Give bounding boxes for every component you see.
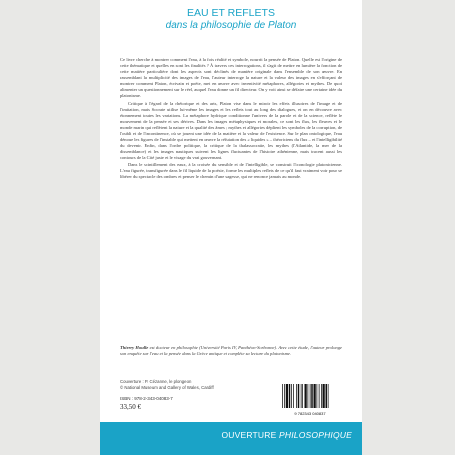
collection-name: [221, 430, 352, 440]
blurb-paragraph-1: Ce livre cherche à montrer comment l'eau, à la fois réalité et symbole, nourrit la pensée de Platon. Quelle est l'origine de cette thématique et quelles en sont les finalités ? À travers ces interrogations, il s'agit de mettre en lumière la fonction de cette matière particulière dont les aspects sont déclinés de manière originale dans l'ensemble de son œuvre. En rassemblant la multiplicité des images de l'eau, l'auteur interroge la nature et la valeur des images en s'efforçant de montrer comment Platon, écrivain et poète, met en œuvre avec inventivité métaphores, allégories et mythes. De quoi alimenter un questionnement sur le réel, auquel l'eau donne un fil directeur. On y voit ainsi se défaire une certaine idée du platonisme.: [120, 57, 342, 99]
isbn: ISBN : 978-2-343-04083-7: [120, 396, 173, 401]
blurb: [120, 57, 342, 182]
author-bio: [120, 345, 342, 357]
back-cover: [100, 0, 362, 455]
cover-credits: [120, 379, 270, 390]
blurb-paragraph-2: Critique à l'égard de la rhétorique et des arts, Platon vise dans le miroir les effets illusoires de l'image et de l'imitation, mais Socrate utilise lui-même les images et les reflets tout au long des dialogues, et on en découvre avec étonnement toutes les variations. La métaphore hydrique conditionne l'univers de la parole et de la science, reflète le mouvement de la pensée et ses dérives. Dans les images métaphysiques et morales, ce sont les flux, les fleuves et le monde marin qui reflètent la nature et la qualité des âmes ; mythes et allégories déplient les symboles de la corruption, de l'oubli et de l'incontinence, où se jouent une idée de la matière et la valeur de l'existence. Sur le plan ontologique, l'eau dénoue les figures de l'instable qui mettent en œuvre la réfutation des « liquides » – théoriciens du flux – et l'intelligibilité du devenir. Enfin, dans l'ordre politique, la critique de la thalassocratie, les mythes (l'Atlantide, la mer de la dissemblance) et les images nautiques suivent les lignes fluctuantes de l'histoire athénienne, mais tracent aussi les contours de la Cité juste et le visage du vrai gouvernant.: [120, 100, 342, 161]
price: 33,50 €: [120, 403, 141, 411]
barcode-bars: [278, 383, 342, 410]
author-name: Thierry Houlle: [120, 345, 149, 350]
barcode: [278, 383, 342, 415]
cover-credit-line-2: © National Museum and Gallery of Wales, Cardiff: [120, 384, 214, 390]
book-title: EAU ET REFLETS: [187, 7, 275, 19]
barcode-number: 9 782343 040837: [294, 411, 326, 416]
author-bio-text: est docteur en philosophie (Université Paris IV, Panthéon-Sorbonne). Avec cette étude, l'auteur prolonge son enquête sur l'eau et la pensée dans la Grèce antique et complète sa lecture du platonisme.: [120, 345, 342, 357]
collection-bar: [100, 422, 362, 455]
cover-credit-line-1: Couverture : P. Cézanne, le plongeon: [120, 379, 192, 384]
collection-name-part-2: PHILOSOPHIQUE: [279, 430, 352, 440]
collection-name-part-1: OUVERTURE: [221, 430, 280, 440]
blurb-paragraph-3: Dans le scintillement des eaux, à la croisée du sensible et de l'intelligible, se construit l'iconologie platonicienne. L'eau figurée, transfigurée dans le fil liquide de la poésie, forme les multiples reflets de ce qu'il faut vraiment voir pour se libérer du spectacle des ombres et penser le chemin d'une sagesse, qui ne renonce jamais au monde.: [120, 162, 342, 180]
book-subtitle: dans la philosophie de Platon: [165, 20, 297, 31]
